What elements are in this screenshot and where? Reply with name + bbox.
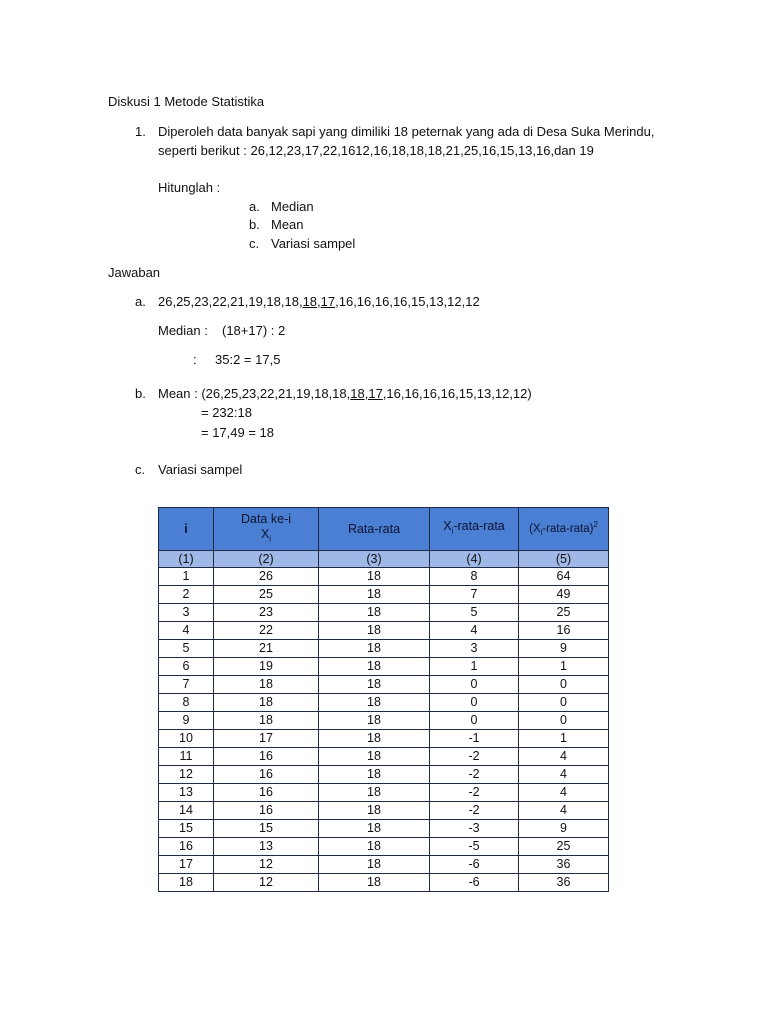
table-cell: 18: [319, 694, 430, 712]
document-title: Diskusi 1 Metode Statistika: [108, 94, 265, 109]
table-cell: -2: [430, 784, 519, 802]
table-cell: 18: [319, 838, 430, 856]
header-i: i: [159, 508, 214, 551]
table-cell: -6: [430, 856, 519, 874]
table-cell: 12: [214, 856, 319, 874]
table-row: [159, 802, 609, 820]
table-cell: 5: [430, 604, 519, 622]
table-row: [159, 820, 609, 838]
table-row: [159, 622, 609, 640]
table-column-number-row: [159, 551, 609, 568]
table-cell: 17: [214, 730, 319, 748]
table-row: [159, 694, 609, 712]
table-cell: 0: [519, 676, 609, 694]
col-number: (1): [159, 551, 214, 568]
table-cell: -3: [430, 820, 519, 838]
table-cell: 18: [214, 694, 319, 712]
table-header-row: [159, 508, 609, 551]
table-cell: 9: [519, 820, 609, 838]
table-cell: 8: [159, 694, 214, 712]
table-cell: 16: [214, 748, 319, 766]
table-cell: -2: [430, 748, 519, 766]
median-step-1: (18+17) : 2: [222, 323, 286, 338]
table-cell: 18: [214, 676, 319, 694]
table-body: [159, 568, 609, 892]
table-cell: 3: [159, 604, 214, 622]
table-cell: 13: [214, 838, 319, 856]
table-cell: -2: [430, 802, 519, 820]
table-cell: 18: [319, 856, 430, 874]
table-row: [159, 730, 609, 748]
table-cell: 0: [430, 676, 519, 694]
table-cell: 1: [519, 658, 609, 676]
mean-formula-prefix: Mean : (26,25,23,22,21,19,18,18,: [158, 386, 351, 401]
table-cell: -5: [430, 838, 519, 856]
table-cell: 4: [519, 784, 609, 802]
table-cell: 22: [214, 622, 319, 640]
table-cell: 36: [519, 874, 609, 892]
table-cell: 18: [159, 874, 214, 892]
sorted-data-prefix: 26,25,23,22,21,19,18,18,: [158, 294, 303, 309]
table-cell: 1: [519, 730, 609, 748]
table-cell: -2: [430, 766, 519, 784]
header-deviation: $X_i-rata$-rata: [430, 508, 519, 551]
variance-table: [158, 507, 609, 892]
table-cell: 25: [214, 586, 319, 604]
header-data-x: X: [260, 526, 270, 541]
task-b-letter: b.: [249, 217, 260, 232]
table-cell: 4: [519, 802, 609, 820]
table-row: [159, 676, 609, 694]
table-cell: 4: [430, 622, 519, 640]
table-cell: 9: [519, 640, 609, 658]
table-cell: 2: [159, 586, 214, 604]
header-squared-deviation: $(X_i-rata-rata)^2$: [519, 508, 609, 551]
header-data: [214, 508, 319, 551]
question-line-2: seperti berikut : 26,12,23,17,22,1612,16,18,18,18,21,25,16,15,13,16,dan 19: [158, 143, 594, 158]
col-number: (3): [319, 551, 430, 568]
task-a-letter: a.: [249, 199, 260, 214]
answer-c-label: Variasi sampel: [158, 462, 243, 477]
table-cell: 26: [214, 568, 319, 586]
col-number: (4): [430, 551, 519, 568]
table-cell: 0: [430, 712, 519, 730]
mean-formula-suffix: ,16,16,16,16,15,13,12,12): [382, 386, 532, 401]
table-cell: 15: [214, 820, 319, 838]
table-cell: 15: [159, 820, 214, 838]
sorted-data-suffix: ,16,16,16,16,15,13,12,12: [335, 294, 480, 309]
mean-step-1: = 232:18: [201, 405, 252, 420]
table-cell: 11: [159, 748, 214, 766]
mean-step-2: = 17,49 = 18: [201, 425, 275, 440]
table-cell: 14: [159, 802, 214, 820]
table-cell: 8: [430, 568, 519, 586]
task-c-letter: c.: [249, 236, 260, 251]
table-cell: 25: [519, 838, 609, 856]
table-row: [159, 640, 609, 658]
task-b-text: Mean: [271, 217, 304, 232]
answer-heading: Jawaban: [108, 265, 161, 280]
table-cell: 6: [159, 658, 214, 676]
table-cell: 12: [214, 874, 319, 892]
table-cell: 36: [519, 856, 609, 874]
table-row: [159, 586, 609, 604]
table-cell: 18: [319, 766, 430, 784]
table-row: [159, 712, 609, 730]
table-cell: 17: [159, 856, 214, 874]
table-cell: 49: [519, 586, 609, 604]
table-cell: 4: [159, 622, 214, 640]
table-cell: 18: [319, 748, 430, 766]
median-label: Median :: [158, 323, 208, 338]
table-cell: 18: [319, 676, 430, 694]
table-cell: 16: [214, 766, 319, 784]
answer-b-letter: b.: [135, 386, 146, 401]
col-number: (5): [519, 551, 609, 568]
table-cell: 23: [214, 604, 319, 622]
table-cell: 16: [519, 622, 609, 640]
table-cell: 1: [430, 658, 519, 676]
table-cell: 18: [319, 874, 430, 892]
header-mean: Rata-rata: [319, 508, 430, 551]
mean-formula: [158, 386, 532, 401]
table-cell: -1: [430, 730, 519, 748]
table-row: [159, 766, 609, 784]
question-number: 1.: [135, 124, 146, 139]
table-cell: 18: [319, 820, 430, 838]
table-cell: 19: [214, 658, 319, 676]
median-step-2: 35:2 = 17,5: [215, 352, 281, 367]
sorted-data-middle: 18,17: [302, 294, 336, 309]
col-number: (2): [214, 551, 319, 568]
table-cell: 7: [430, 586, 519, 604]
table-cell: 1: [159, 568, 214, 586]
table-row: [159, 658, 609, 676]
mean-formula-middle: 18,17: [350, 386, 383, 401]
task-a-text: Median: [271, 199, 314, 214]
table-cell: 4: [519, 766, 609, 784]
table-row: [159, 856, 609, 874]
table-cell: 12: [159, 766, 214, 784]
table-cell: 64: [519, 568, 609, 586]
table-cell: 18: [319, 730, 430, 748]
answer-a-letter: a.: [135, 294, 146, 309]
table-row: [159, 838, 609, 856]
table-row: [159, 604, 609, 622]
question-line-1: Diperoleh data banyak sapi yang dimiliki 18 peternak yang ada di Desa Suka Merindu,: [158, 124, 655, 139]
table-cell: 18: [319, 622, 430, 640]
task-c-text: Variasi sampel: [271, 236, 356, 251]
table-cell: 9: [159, 712, 214, 730]
table-cell: 18: [319, 802, 430, 820]
table-cell: 3: [430, 640, 519, 658]
table-cell: 16: [214, 802, 319, 820]
table-cell: 21: [214, 640, 319, 658]
table-cell: 13: [159, 784, 214, 802]
table-row: [159, 784, 609, 802]
table-cell: 18: [319, 604, 430, 622]
table-cell: 18: [319, 586, 430, 604]
answer-c-letter: c.: [135, 462, 146, 477]
table-cell: 18: [319, 568, 430, 586]
table-cell: 18: [319, 784, 430, 802]
table-cell: 18: [319, 640, 430, 658]
table-cell: 7: [159, 676, 214, 694]
table-cell: 0: [519, 712, 609, 730]
table-cell: 4: [519, 748, 609, 766]
table-cell: 16: [159, 838, 214, 856]
table-row: [159, 568, 609, 586]
table-cell: 5: [159, 640, 214, 658]
header-data-sub: i: [269, 534, 272, 544]
table-row: [159, 874, 609, 892]
table-cell: 25: [519, 604, 609, 622]
question-prompt: Hitunglah :: [158, 180, 221, 195]
table-cell: 18: [319, 712, 430, 730]
table-cell: 18: [214, 712, 319, 730]
table-cell: 18: [319, 658, 430, 676]
table-cell: 10: [159, 730, 214, 748]
median-colon: :: [193, 352, 197, 367]
sorted-data: [158, 294, 480, 309]
table-cell: 0: [430, 694, 519, 712]
header-data-label: Data ke-i: [240, 511, 292, 526]
table-cell: 0: [519, 694, 609, 712]
table-row: [159, 748, 609, 766]
table-cell: 16: [214, 784, 319, 802]
table-cell: -6: [430, 874, 519, 892]
